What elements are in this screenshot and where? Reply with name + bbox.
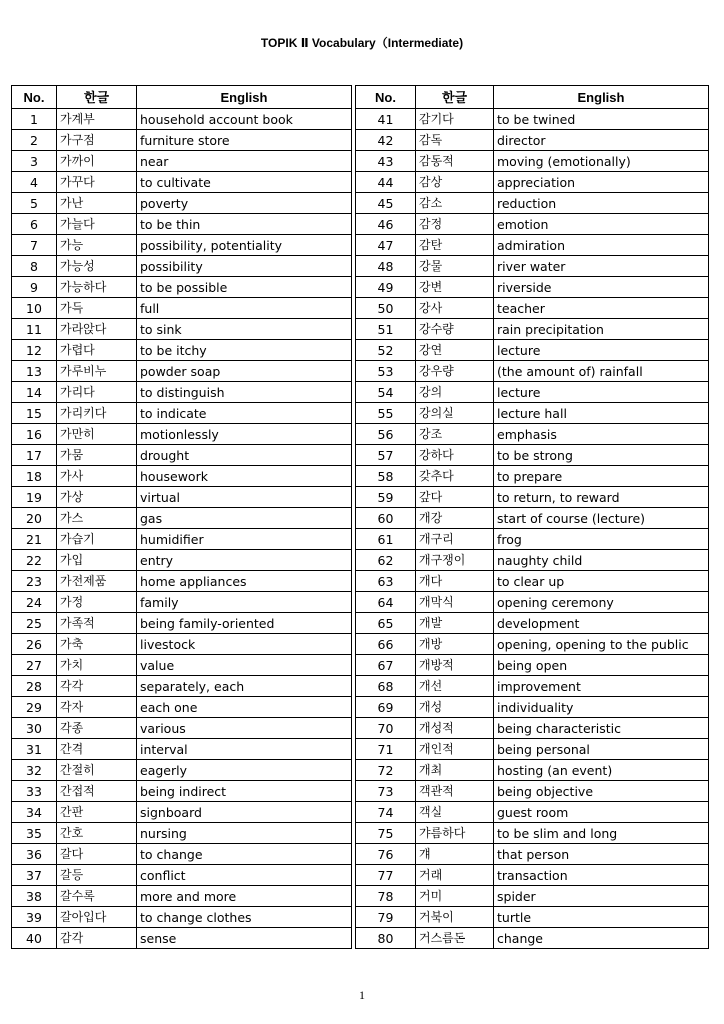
word-number: 21 bbox=[12, 529, 57, 550]
word-number: 31 bbox=[12, 739, 57, 760]
english-meaning: full bbox=[137, 298, 352, 319]
table-row bbox=[12, 676, 709, 697]
english-meaning: to be twined bbox=[494, 109, 709, 130]
korean-word: 거미 bbox=[416, 886, 494, 907]
english-meaning: reduction bbox=[494, 193, 709, 214]
table-row bbox=[12, 508, 709, 529]
word-number: 68 bbox=[356, 676, 416, 697]
korean-word: 감상 bbox=[416, 172, 494, 193]
word-number: 58 bbox=[356, 466, 416, 487]
english-meaning: entry bbox=[137, 550, 352, 571]
english-meaning: motionlessly bbox=[137, 424, 352, 445]
english-meaning: to distinguish bbox=[137, 382, 352, 403]
korean-word: 개인적 bbox=[416, 739, 494, 760]
korean-word: 강연 bbox=[416, 340, 494, 361]
english-meaning: lecture bbox=[494, 382, 709, 403]
english-meaning: transaction bbox=[494, 865, 709, 886]
korean-word: 개강 bbox=[416, 508, 494, 529]
korean-word: 강하다 bbox=[416, 445, 494, 466]
english-meaning: furniture store bbox=[137, 130, 352, 151]
korean-word: 가능성 bbox=[57, 256, 137, 277]
word-number: 78 bbox=[356, 886, 416, 907]
korean-word: 가까이 bbox=[57, 151, 137, 172]
korean-word: 갈등 bbox=[57, 865, 137, 886]
korean-word: 강우량 bbox=[416, 361, 494, 382]
korean-word: 개다 bbox=[416, 571, 494, 592]
korean-word: 거래 bbox=[416, 865, 494, 886]
word-number: 61 bbox=[356, 529, 416, 550]
korean-word: 개최 bbox=[416, 760, 494, 781]
korean-word: 감독 bbox=[416, 130, 494, 151]
word-number: 33 bbox=[12, 781, 57, 802]
korean-word: 가꾸다 bbox=[57, 172, 137, 193]
english-meaning: being objective bbox=[494, 781, 709, 802]
table-row bbox=[12, 487, 709, 508]
english-meaning: more and more bbox=[137, 886, 352, 907]
english-meaning: virtual bbox=[137, 487, 352, 508]
korean-word: 개방 bbox=[416, 634, 494, 655]
word-number: 74 bbox=[356, 802, 416, 823]
word-number: 72 bbox=[356, 760, 416, 781]
korean-word: 간호 bbox=[57, 823, 137, 844]
table-row bbox=[12, 529, 709, 550]
english-meaning: river water bbox=[494, 256, 709, 277]
english-meaning: to change bbox=[137, 844, 352, 865]
table-row bbox=[12, 235, 709, 256]
word-number: 79 bbox=[356, 907, 416, 928]
table-row bbox=[12, 130, 709, 151]
korean-word: 개발 bbox=[416, 613, 494, 634]
korean-word: 갖추다 bbox=[416, 466, 494, 487]
english-meaning: signboard bbox=[137, 802, 352, 823]
table-row bbox=[12, 655, 709, 676]
english-meaning: improvement bbox=[494, 676, 709, 697]
word-number: 11 bbox=[12, 319, 57, 340]
table-row bbox=[12, 466, 709, 487]
english-meaning: near bbox=[137, 151, 352, 172]
english-meaning: hosting (an event) bbox=[494, 760, 709, 781]
english-meaning: to change clothes bbox=[137, 907, 352, 928]
word-number: 14 bbox=[12, 382, 57, 403]
word-number: 42 bbox=[356, 130, 416, 151]
header-english-left: English bbox=[137, 86, 352, 109]
word-number: 43 bbox=[356, 151, 416, 172]
korean-word: 갈다 bbox=[57, 844, 137, 865]
word-number: 48 bbox=[356, 256, 416, 277]
word-number: 9 bbox=[12, 277, 57, 298]
korean-word: 가난 bbox=[57, 193, 137, 214]
english-meaning: to be thin bbox=[137, 214, 352, 235]
word-number: 22 bbox=[12, 550, 57, 571]
korean-word: 감소 bbox=[416, 193, 494, 214]
english-meaning: admiration bbox=[494, 235, 709, 256]
vocabulary-table bbox=[11, 85, 709, 949]
korean-word: 개구리 bbox=[416, 529, 494, 550]
table-row bbox=[12, 865, 709, 886]
word-number: 53 bbox=[356, 361, 416, 382]
table-row bbox=[12, 886, 709, 907]
english-meaning: housework bbox=[137, 466, 352, 487]
english-meaning: gas bbox=[137, 508, 352, 529]
english-meaning: to be strong bbox=[494, 445, 709, 466]
english-meaning: to return, to reward bbox=[494, 487, 709, 508]
word-number: 29 bbox=[12, 697, 57, 718]
english-meaning: start of course (lecture) bbox=[494, 508, 709, 529]
english-meaning: drought bbox=[137, 445, 352, 466]
table-row bbox=[12, 718, 709, 739]
header-korean-left: 한글 bbox=[57, 86, 137, 109]
word-number: 54 bbox=[356, 382, 416, 403]
table-row bbox=[12, 403, 709, 424]
english-meaning: various bbox=[137, 718, 352, 739]
header-row bbox=[12, 86, 709, 109]
korean-word: 감동적 bbox=[416, 151, 494, 172]
english-meaning: spider bbox=[494, 886, 709, 907]
word-number: 71 bbox=[356, 739, 416, 760]
korean-word: 간접적 bbox=[57, 781, 137, 802]
table-row bbox=[12, 172, 709, 193]
table-row bbox=[12, 613, 709, 634]
korean-word: 가스 bbox=[57, 508, 137, 529]
table-row bbox=[12, 571, 709, 592]
word-number: 3 bbox=[12, 151, 57, 172]
word-number: 36 bbox=[12, 844, 57, 865]
english-meaning: being personal bbox=[494, 739, 709, 760]
korean-word: 가능하다 bbox=[57, 277, 137, 298]
table-row bbox=[12, 109, 709, 130]
korean-word: 가축 bbox=[57, 634, 137, 655]
korean-word: 강사 bbox=[416, 298, 494, 319]
word-number: 32 bbox=[12, 760, 57, 781]
word-number: 46 bbox=[356, 214, 416, 235]
table-row bbox=[12, 277, 709, 298]
korean-word: 강의실 bbox=[416, 403, 494, 424]
word-number: 62 bbox=[356, 550, 416, 571]
english-meaning: interval bbox=[137, 739, 352, 760]
word-number: 39 bbox=[12, 907, 57, 928]
english-meaning: turtle bbox=[494, 907, 709, 928]
korean-word: 간절히 bbox=[57, 760, 137, 781]
word-number: 59 bbox=[356, 487, 416, 508]
table-row bbox=[12, 844, 709, 865]
english-meaning: teacher bbox=[494, 298, 709, 319]
korean-word: 개구쟁이 bbox=[416, 550, 494, 571]
word-number: 50 bbox=[356, 298, 416, 319]
english-meaning: lecture bbox=[494, 340, 709, 361]
english-meaning: poverty bbox=[137, 193, 352, 214]
word-number: 10 bbox=[12, 298, 57, 319]
korean-word: 개성 bbox=[416, 697, 494, 718]
english-meaning: guest room bbox=[494, 802, 709, 823]
table-row bbox=[12, 445, 709, 466]
word-number: 5 bbox=[12, 193, 57, 214]
korean-word: 강조 bbox=[416, 424, 494, 445]
korean-word: 가루비누 bbox=[57, 361, 137, 382]
word-number: 70 bbox=[356, 718, 416, 739]
word-number: 30 bbox=[12, 718, 57, 739]
english-meaning: home appliances bbox=[137, 571, 352, 592]
english-meaning: being open bbox=[494, 655, 709, 676]
english-meaning: individuality bbox=[494, 697, 709, 718]
korean-word: 감탄 bbox=[416, 235, 494, 256]
word-number: 13 bbox=[12, 361, 57, 382]
english-meaning: powder soap bbox=[137, 361, 352, 382]
table-row bbox=[12, 781, 709, 802]
korean-word: 강의 bbox=[416, 382, 494, 403]
korean-word: 가뭄 bbox=[57, 445, 137, 466]
english-meaning: that person bbox=[494, 844, 709, 865]
word-number: 73 bbox=[356, 781, 416, 802]
english-meaning: opening ceremony bbox=[494, 592, 709, 613]
header-no-right: No. bbox=[356, 86, 416, 109]
word-number: 41 bbox=[356, 109, 416, 130]
word-number: 15 bbox=[12, 403, 57, 424]
english-meaning: (the amount of) rainfall bbox=[494, 361, 709, 382]
english-meaning: naughty child bbox=[494, 550, 709, 571]
vocabulary-body bbox=[12, 109, 709, 949]
word-number: 64 bbox=[356, 592, 416, 613]
table-row bbox=[12, 298, 709, 319]
word-number: 35 bbox=[12, 823, 57, 844]
english-meaning: riverside bbox=[494, 277, 709, 298]
english-meaning: to clear up bbox=[494, 571, 709, 592]
english-meaning: to sink bbox=[137, 319, 352, 340]
word-number: 65 bbox=[356, 613, 416, 634]
korean-word: 강물 bbox=[416, 256, 494, 277]
word-number: 23 bbox=[12, 571, 57, 592]
korean-word: 강수량 bbox=[416, 319, 494, 340]
word-number: 45 bbox=[356, 193, 416, 214]
english-meaning: moving (emotionally) bbox=[494, 151, 709, 172]
word-number: 60 bbox=[356, 508, 416, 529]
korean-word: 가정 bbox=[57, 592, 137, 613]
korean-word: 각각 bbox=[57, 676, 137, 697]
word-number: 12 bbox=[12, 340, 57, 361]
korean-word: 가계부 bbox=[57, 109, 137, 130]
english-meaning: to be slim and long bbox=[494, 823, 709, 844]
korean-word: 가족적 bbox=[57, 613, 137, 634]
korean-word: 가구점 bbox=[57, 130, 137, 151]
table-row bbox=[12, 319, 709, 340]
english-meaning: frog bbox=[494, 529, 709, 550]
word-number: 63 bbox=[356, 571, 416, 592]
korean-word: 개막식 bbox=[416, 592, 494, 613]
english-meaning: to be itchy bbox=[137, 340, 352, 361]
korean-word: 가리키다 bbox=[57, 403, 137, 424]
korean-word: 가렵다 bbox=[57, 340, 137, 361]
korean-word: 가늘다 bbox=[57, 214, 137, 235]
table-row bbox=[12, 823, 709, 844]
table-row bbox=[12, 634, 709, 655]
english-meaning: possibility, potentiality bbox=[137, 235, 352, 256]
word-number: 51 bbox=[356, 319, 416, 340]
korean-word: 가사 bbox=[57, 466, 137, 487]
word-number: 26 bbox=[12, 634, 57, 655]
english-meaning: being indirect bbox=[137, 781, 352, 802]
korean-word: 각자 bbox=[57, 697, 137, 718]
table-row bbox=[12, 907, 709, 928]
english-meaning: lecture hall bbox=[494, 403, 709, 424]
document-title: TOPIK Ⅱ Vocabulary（Intermediate) bbox=[260, 36, 464, 50]
korean-word: 가전제품 bbox=[57, 571, 137, 592]
english-meaning: possibility bbox=[137, 256, 352, 277]
word-number: 28 bbox=[12, 676, 57, 697]
english-meaning: family bbox=[137, 592, 352, 613]
korean-word: 객실 bbox=[416, 802, 494, 823]
english-meaning: each one bbox=[137, 697, 352, 718]
english-meaning: humidifier bbox=[137, 529, 352, 550]
korean-word: 각종 bbox=[57, 718, 137, 739]
table-row bbox=[12, 193, 709, 214]
english-meaning: appreciation bbox=[494, 172, 709, 193]
table-row bbox=[12, 592, 709, 613]
word-number: 67 bbox=[356, 655, 416, 676]
word-number: 2 bbox=[12, 130, 57, 151]
word-number: 76 bbox=[356, 844, 416, 865]
word-number: 19 bbox=[12, 487, 57, 508]
english-meaning: emphasis bbox=[494, 424, 709, 445]
word-number: 56 bbox=[356, 424, 416, 445]
word-number: 37 bbox=[12, 865, 57, 886]
korean-word: 가습기 bbox=[57, 529, 137, 550]
word-number: 27 bbox=[12, 655, 57, 676]
word-number: 44 bbox=[356, 172, 416, 193]
word-number: 57 bbox=[356, 445, 416, 466]
korean-word: 갈수록 bbox=[57, 886, 137, 907]
english-meaning: opening, opening to the public bbox=[494, 634, 709, 655]
word-number: 52 bbox=[356, 340, 416, 361]
korean-word: 가만히 bbox=[57, 424, 137, 445]
word-number: 38 bbox=[12, 886, 57, 907]
korean-word: 감정 bbox=[416, 214, 494, 235]
word-number: 66 bbox=[356, 634, 416, 655]
english-meaning: value bbox=[137, 655, 352, 676]
korean-word: 감각 bbox=[57, 928, 137, 949]
korean-word: 거스름돈 bbox=[416, 928, 494, 949]
korean-word: 가상 bbox=[57, 487, 137, 508]
korean-word: 개선 bbox=[416, 676, 494, 697]
korean-word: 강변 bbox=[416, 277, 494, 298]
header-english-right: English bbox=[494, 86, 709, 109]
korean-word: 가리다 bbox=[57, 382, 137, 403]
word-number: 75 bbox=[356, 823, 416, 844]
korean-word: 간격 bbox=[57, 739, 137, 760]
word-number: 8 bbox=[12, 256, 57, 277]
korean-word: 가능 bbox=[57, 235, 137, 256]
table-row bbox=[12, 151, 709, 172]
word-number: 77 bbox=[356, 865, 416, 886]
english-meaning: director bbox=[494, 130, 709, 151]
table-row bbox=[12, 256, 709, 277]
english-meaning: to be possible bbox=[137, 277, 352, 298]
english-meaning: development bbox=[494, 613, 709, 634]
header-korean-right: 한글 bbox=[416, 86, 494, 109]
korean-word: 거북이 bbox=[416, 907, 494, 928]
korean-word: 가득 bbox=[57, 298, 137, 319]
word-number: 34 bbox=[12, 802, 57, 823]
english-meaning: nursing bbox=[137, 823, 352, 844]
english-meaning: change bbox=[494, 928, 709, 949]
korean-word: 가치 bbox=[57, 655, 137, 676]
korean-word: 갚다 bbox=[416, 487, 494, 508]
korean-word: 간판 bbox=[57, 802, 137, 823]
word-number: 7 bbox=[12, 235, 57, 256]
table-row bbox=[12, 697, 709, 718]
korean-word: 갸름하다 bbox=[416, 823, 494, 844]
word-number: 47 bbox=[356, 235, 416, 256]
english-meaning: to indicate bbox=[137, 403, 352, 424]
english-meaning: being family-oriented bbox=[137, 613, 352, 634]
word-number: 1 bbox=[12, 109, 57, 130]
korean-word: 감기다 bbox=[416, 109, 494, 130]
korean-word: 가라앉다 bbox=[57, 319, 137, 340]
table-row bbox=[12, 340, 709, 361]
table-row bbox=[12, 760, 709, 781]
table-row bbox=[12, 802, 709, 823]
korean-word: 개성적 bbox=[416, 718, 494, 739]
word-number: 69 bbox=[356, 697, 416, 718]
korean-word: 가입 bbox=[57, 550, 137, 571]
english-meaning: sense bbox=[137, 928, 352, 949]
english-meaning: household account book bbox=[137, 109, 352, 130]
word-number: 80 bbox=[356, 928, 416, 949]
english-meaning: livestock bbox=[137, 634, 352, 655]
header-no-left: No. bbox=[12, 86, 57, 109]
english-meaning: eagerly bbox=[137, 760, 352, 781]
word-number: 40 bbox=[12, 928, 57, 949]
table-row bbox=[12, 382, 709, 403]
word-number: 17 bbox=[12, 445, 57, 466]
word-number: 18 bbox=[12, 466, 57, 487]
english-meaning: conflict bbox=[137, 865, 352, 886]
word-number: 20 bbox=[12, 508, 57, 529]
english-meaning: to cultivate bbox=[137, 172, 352, 193]
korean-word: 객관적 bbox=[416, 781, 494, 802]
word-number: 49 bbox=[356, 277, 416, 298]
word-number: 55 bbox=[356, 403, 416, 424]
word-number: 6 bbox=[12, 214, 57, 235]
table-row bbox=[12, 214, 709, 235]
english-meaning: being characteristic bbox=[494, 718, 709, 739]
table-row bbox=[12, 739, 709, 760]
word-number: 16 bbox=[12, 424, 57, 445]
english-meaning: to prepare bbox=[494, 466, 709, 487]
table-row bbox=[12, 424, 709, 445]
word-number: 4 bbox=[12, 172, 57, 193]
page-number: 1 bbox=[359, 988, 365, 1002]
english-meaning: separately, each bbox=[137, 676, 352, 697]
table-row bbox=[12, 928, 709, 949]
table-row bbox=[12, 550, 709, 571]
english-meaning: rain precipitation bbox=[494, 319, 709, 340]
korean-word: 갈아입다 bbox=[57, 907, 137, 928]
word-number: 24 bbox=[12, 592, 57, 613]
word-number: 25 bbox=[12, 613, 57, 634]
english-meaning: emotion bbox=[494, 214, 709, 235]
korean-word: 개방적 bbox=[416, 655, 494, 676]
table-row bbox=[12, 361, 709, 382]
korean-word: 걔 bbox=[416, 844, 494, 865]
